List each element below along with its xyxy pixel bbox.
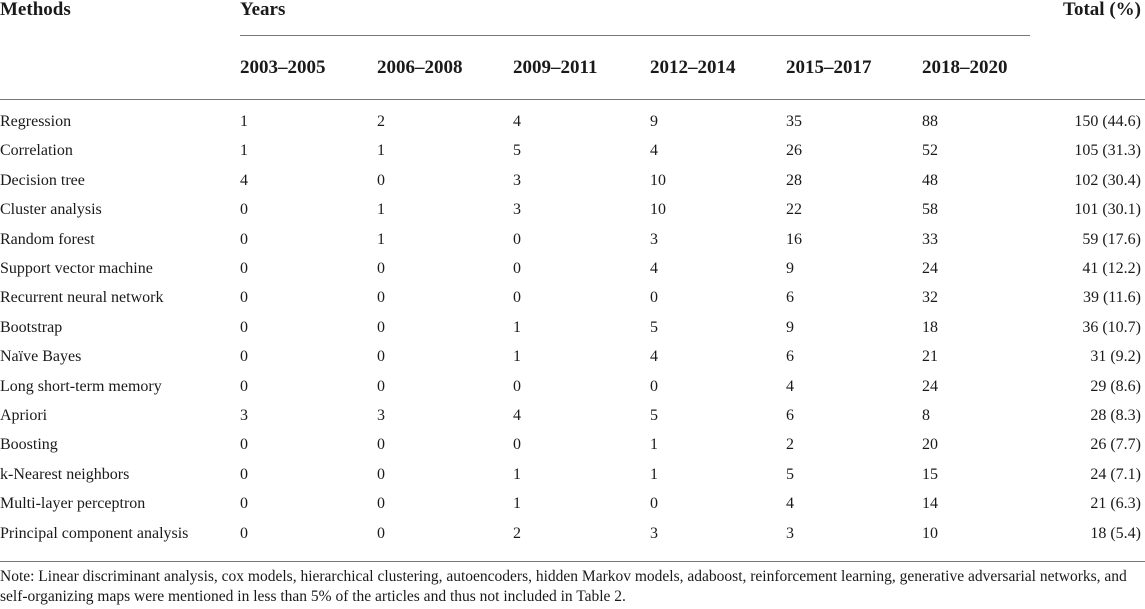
row-value-period-4: 3 [650, 231, 658, 248]
row-total: 31 (9.2) [1090, 348, 1141, 365]
row-value-period-6: 24 [922, 260, 938, 277]
row-value-period-2: 3 [377, 407, 385, 424]
row-value-period-4: 4 [650, 142, 658, 159]
row-value-period-3: 1 [513, 495, 521, 512]
row-method: Correlation [0, 142, 73, 159]
row-value-period-5: 3 [786, 525, 794, 542]
header-methods: Methods [0, 0, 71, 20]
row-value-period-2: 0 [377, 436, 385, 453]
row-value-period-6: 58 [922, 201, 938, 218]
row-value-period-3: 2 [513, 525, 521, 542]
row-value-period-3: 3 [513, 201, 521, 218]
row-total: 102 (30.4) [1074, 172, 1141, 189]
row-value-period-5: 6 [786, 348, 794, 365]
row-value-period-2: 0 [377, 525, 385, 542]
row-value-period-1: 0 [240, 525, 248, 542]
row-value-period-6: 32 [922, 289, 938, 306]
row-value-period-4: 10 [650, 201, 666, 218]
row-value-period-2: 0 [377, 495, 385, 512]
row-value-period-6: 52 [922, 142, 938, 159]
row-value-period-5: 35 [786, 113, 802, 130]
row-total: 26 (7.7) [1090, 436, 1141, 453]
row-value-period-2: 1 [377, 201, 385, 218]
row-value-period-4: 1 [650, 436, 658, 453]
row-method: Recurrent neural network [0, 289, 164, 306]
row-value-period-5: 2 [786, 436, 794, 453]
row-total: 105 (31.3) [1074, 142, 1141, 159]
row-value-period-3: 4 [513, 407, 521, 424]
years-underline [240, 35, 1030, 36]
table-bottom-rule [0, 561, 1145, 562]
row-value-period-1: 1 [240, 113, 248, 130]
row-value-period-3: 0 [513, 378, 521, 395]
row-value-period-1: 0 [240, 348, 248, 365]
row-value-period-2: 0 [377, 172, 385, 189]
row-method: Cluster analysis [0, 201, 102, 218]
row-value-period-6: 24 [922, 378, 938, 395]
row-value-period-1: 0 [240, 231, 248, 248]
row-value-period-6: 10 [922, 525, 938, 542]
row-value-period-2: 0 [377, 378, 385, 395]
row-value-period-4: 9 [650, 113, 658, 130]
row-value-period-6: 88 [922, 113, 938, 130]
row-total: 24 (7.1) [1090, 466, 1141, 483]
row-value-period-3: 0 [513, 260, 521, 277]
row-total: 101 (30.1) [1074, 201, 1141, 218]
header-total: Total (%) [1063, 0, 1141, 20]
row-value-period-4: 4 [650, 348, 658, 365]
row-value-period-1: 0 [240, 260, 248, 277]
row-value-period-2: 0 [377, 289, 385, 306]
row-value-period-2: 0 [377, 319, 385, 336]
row-total: 39 (11.6) [1082, 289, 1141, 306]
row-method: Bootstrap [0, 319, 63, 336]
row-value-period-6: 14 [922, 495, 938, 512]
row-total: 36 (10.7) [1082, 319, 1141, 336]
row-value-period-3: 1 [513, 466, 521, 483]
row-value-period-5: 9 [786, 319, 794, 336]
row-value-period-2: 0 [377, 466, 385, 483]
row-value-period-1: 0 [240, 495, 248, 512]
row-value-period-4: 0 [650, 289, 658, 306]
row-value-period-6: 8 [922, 407, 930, 424]
row-value-period-4: 1 [650, 466, 658, 483]
row-value-period-3: 3 [513, 172, 521, 189]
row-value-period-2: 1 [377, 142, 385, 159]
row-value-period-3: 0 [513, 231, 521, 248]
row-value-period-1: 0 [240, 466, 248, 483]
row-method: Decision tree [0, 172, 85, 189]
row-value-period-4: 0 [650, 495, 658, 512]
row-value-period-6: 20 [922, 436, 938, 453]
row-value-period-2: 0 [377, 260, 385, 277]
row-value-period-2: 0 [377, 348, 385, 365]
row-total: 59 (17.6) [1082, 231, 1141, 248]
row-method: Principal component analysis [0, 525, 189, 542]
row-value-period-1: 0 [240, 436, 248, 453]
row-value-period-6: 21 [922, 348, 938, 365]
row-value-period-2: 1 [377, 231, 385, 248]
row-total: 28 (8.3) [1090, 407, 1141, 424]
row-method: Support vector machine [0, 260, 153, 277]
row-value-period-3: 4 [513, 113, 521, 130]
header-years: Years [240, 0, 286, 20]
row-value-period-4: 0 [650, 378, 658, 395]
row-value-period-5: 26 [786, 142, 802, 159]
row-value-period-5: 16 [786, 231, 802, 248]
row-method: Naïve Bayes [0, 348, 82, 365]
row-value-period-2: 2 [377, 113, 385, 130]
row-value-period-3: 1 [513, 319, 521, 336]
row-value-period-3: 1 [513, 348, 521, 365]
row-method: Boosting [0, 436, 58, 453]
row-value-period-5: 6 [786, 289, 794, 306]
row-value-period-5: 9 [786, 260, 794, 277]
row-value-period-6: 48 [922, 172, 938, 189]
row-total: 41 (12.2) [1082, 260, 1141, 277]
row-value-period-4: 4 [650, 260, 658, 277]
row-method: Random forest [0, 231, 95, 248]
row-value-period-4: 5 [650, 407, 658, 424]
header-bottom-rule [0, 99, 1145, 100]
row-value-period-4: 3 [650, 525, 658, 542]
row-value-period-4: 5 [650, 319, 658, 336]
row-value-period-5: 4 [786, 495, 794, 512]
row-value-period-5: 28 [786, 172, 802, 189]
row-value-period-5: 4 [786, 378, 794, 395]
header-period-3: 2009–2011 [513, 57, 598, 78]
table-note: Note: Linear discriminant analysis, cox models, hierarchical clustering, autoencoders, hidden Markov models, adaboost, reinforcement learning, generative adversarial networks, and self-organizing maps were mentioned in less than 5% of the articles and thus not included in Table 2. [0, 568, 1127, 605]
row-value-period-5: 5 [786, 466, 794, 483]
row-value-period-5: 22 [786, 201, 802, 218]
row-value-period-6: 15 [922, 466, 938, 483]
header-period-4: 2012–2014 [650, 57, 736, 78]
row-value-period-4: 10 [650, 172, 666, 189]
row-value-period-1: 0 [240, 201, 248, 218]
row-value-period-1: 0 [240, 378, 248, 395]
row-total: 29 (8.6) [1090, 378, 1141, 395]
row-value-period-5: 6 [786, 407, 794, 424]
header-period-5: 2015–2017 [786, 57, 872, 78]
row-method: Regression [0, 113, 72, 130]
header-period-2: 2006–2008 [377, 57, 463, 78]
row-value-period-1: 0 [240, 319, 248, 336]
row-value-period-1: 3 [240, 407, 248, 424]
row-value-period-3: 0 [513, 436, 521, 453]
row-method: Apriori [0, 407, 48, 424]
row-value-period-1: 0 [240, 289, 248, 306]
header-period-6: 2018–2020 [922, 57, 1008, 78]
row-total: 18 (5.4) [1090, 525, 1141, 542]
row-method: k-Nearest neighbors [0, 466, 130, 483]
row-total: 150 (44.6) [1074, 113, 1141, 130]
row-value-period-1: 1 [240, 142, 248, 159]
row-value-period-6: 18 [922, 319, 938, 336]
row-method: Multi-layer perceptron [0, 495, 146, 512]
header-period-1: 2003–2005 [240, 57, 326, 78]
row-value-period-6: 33 [922, 231, 938, 248]
row-value-period-3: 5 [513, 142, 521, 159]
row-value-period-1: 4 [240, 172, 248, 189]
row-method: Long short-term memory [0, 378, 162, 395]
row-total: 21 (6.3) [1090, 495, 1141, 512]
row-value-period-3: 0 [513, 289, 521, 306]
